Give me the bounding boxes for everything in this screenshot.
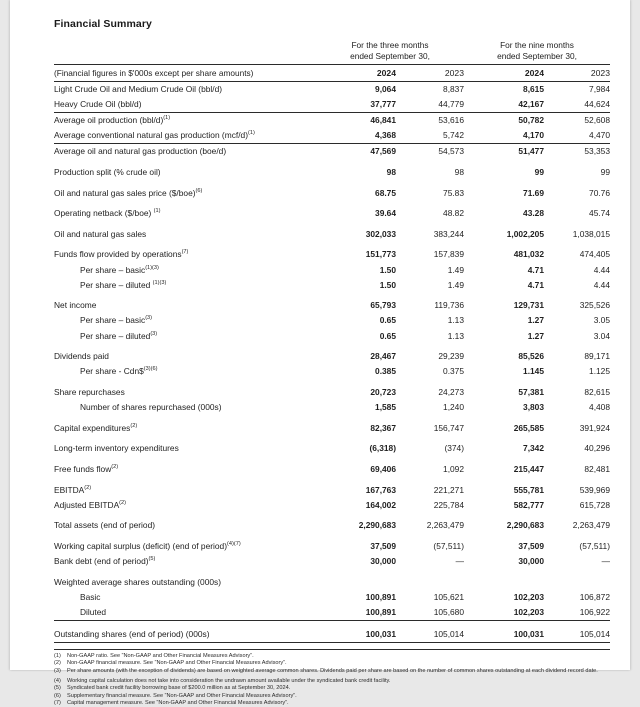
footnote-number: (2) — [54, 660, 61, 667]
row-value-col4 — [544, 569, 610, 590]
row-label: Working capital surplus (deficit) (end of period)$^{(4)(7)}$ — [54, 540, 241, 551]
table-row — [54, 180, 610, 201]
row-value-col2: — — [455, 556, 464, 567]
row-label: Outstanding shares (end of period) (000s) — [54, 621, 316, 643]
row-value-col1: 68.75 — [375, 187, 396, 198]
row-value-col3: 43.28 — [523, 208, 544, 219]
row-value-col1: 46,841 — [316, 112, 396, 128]
row-label: Number of shares repurchased (000s) — [80, 402, 222, 413]
period-header-nine-months — [464, 40, 610, 65]
row-value-col2: 157,839 — [433, 249, 464, 260]
footnotes-list — [54, 653, 610, 707]
row-label: Heavy Crude Oil (bbl/d) — [54, 98, 142, 109]
period-header-row — [54, 40, 610, 65]
footnote-text: Capital management measure. See “Non-GAAP and Other Financial Measures Advisory”. — [67, 700, 289, 707]
row-label: Average oil production $(bbl/d)^{(1)}$ — [54, 112, 316, 128]
row-value-col3: 1.27 — [527, 315, 544, 326]
table-row — [54, 221, 610, 242]
row-value-col2: 1.49 — [447, 279, 464, 290]
row-value-col3: 99 — [534, 166, 544, 177]
row-value-col1: 9,064 — [375, 83, 396, 94]
row-label-superscript: (3) — [150, 330, 158, 337]
row-label: Light Crude Oil and Medium Crude Oil (bbl/d) — [54, 83, 223, 94]
row-label: Weighted average shares outstanding (000s) — [54, 576, 221, 587]
row-value-col1: 47,569 — [316, 144, 396, 160]
row-value-col3: 582,777 — [513, 499, 544, 510]
row-value-col1: 302,033 — [365, 228, 396, 239]
row-value-col3: 102,203 — [513, 607, 544, 618]
row-value-col2: 98 — [454, 166, 464, 177]
row-value-col2: 1.13 — [447, 315, 464, 326]
row-value-col4: 1,038,015 — [572, 228, 610, 239]
row-value-col4: 325,526 — [579, 300, 610, 311]
table-row — [54, 400, 610, 415]
row-value-col1: 65,793 — [370, 300, 396, 311]
row-value-col3: 265,585 — [513, 422, 544, 433]
row-value-col1: 0.385 — [375, 366, 396, 377]
table-row — [54, 590, 610, 605]
row-label-superscript: (4)(7) — [227, 541, 241, 548]
footnote-item — [54, 678, 610, 685]
row-value-col2: 156,747 — [433, 422, 464, 433]
page-content — [10, 0, 630, 707]
row-label: Per share – diluted$^{(3)}$ — [80, 330, 158, 341]
table-row — [54, 380, 610, 401]
row-label-superscript: (1) — [247, 130, 255, 137]
nine-months-line1: For the nine months — [500, 40, 574, 50]
row-label: Total assets (end of period) — [54, 520, 156, 531]
row-value-col4: 4,470 — [544, 128, 610, 144]
row-value-col3: 215,447 — [513, 464, 544, 474]
row-value-col4: 40,296 — [584, 443, 610, 454]
footnote-number: (4) — [54, 677, 61, 684]
row-label: Per share - Cdn\$$^{(3)(6)}$ — [80, 366, 158, 377]
row-label-superscript: (6) — [195, 187, 203, 194]
row-value-col1: 100,031 — [316, 621, 396, 643]
three-months-line2: ended September 30, — [350, 50, 430, 61]
footnote-number: (6) — [54, 692, 61, 699]
row-value-col2: 1.49 — [447, 264, 464, 275]
row-value-col4: 82,481 — [584, 464, 610, 474]
footnote-text: Per share amounts (with the exception of dividends) are based on weighted average common shares. Dividends paid per share are based on the number of common shares outstanding at each dividend record date. — [67, 667, 598, 674]
row-value-col1: 100,891 — [365, 607, 396, 618]
footnote-item — [54, 668, 610, 675]
units-label: (Financial figures in $'000s except per share amounts) — [54, 65, 316, 82]
row-value-col2 — [396, 569, 464, 590]
table-row — [54, 329, 610, 344]
footnote-item — [54, 693, 610, 700]
row-value-col3: 481,032 — [513, 249, 544, 260]
row-value-col2: 8,837 — [443, 83, 464, 94]
table-row — [54, 112, 610, 128]
row-value-col2: (374) — [444, 443, 464, 454]
table-row — [54, 242, 610, 263]
row-value-col1: (6,318) — [369, 443, 396, 454]
row-label-superscript: (1) — [163, 115, 171, 122]
row-value-col4: 99 — [600, 166, 610, 177]
row-label: Capital expenditures$^{(2)}$ — [54, 422, 138, 433]
row-label: Dividends paid — [54, 351, 109, 362]
table-row — [54, 262, 610, 277]
row-value-col1: 37,777 — [370, 98, 396, 109]
row-value-col3: 30,000 — [518, 556, 544, 567]
row-value-col1: 0.65 — [379, 330, 396, 341]
row-label: EBITDA$^{(2)}$ — [54, 484, 92, 495]
table-row — [54, 477, 610, 498]
table-row — [54, 97, 610, 113]
row-value-col3: 4,170 — [464, 128, 544, 144]
row-value-col4: 3.04 — [593, 330, 610, 341]
row-label-superscript: (2) — [111, 464, 119, 471]
row-label: Per share – basic$^{(3)}$ — [80, 315, 153, 326]
row-value-col2: 5,742 — [396, 128, 464, 144]
row-value-col3: 42,167 — [518, 98, 544, 109]
footnote-item — [54, 700, 610, 707]
row-value-col3: 7,342 — [523, 443, 544, 454]
row-value-col4: 106,922 — [579, 607, 610, 618]
row-value-col4: 53,353 — [544, 144, 610, 160]
footnote-item — [54, 653, 610, 660]
row-label-superscript: (1) — [153, 208, 161, 215]
table-row — [54, 364, 610, 379]
row-value-col3: 100,031 — [464, 621, 544, 643]
row-label: Average oil and natural gas production (boe/d) — [54, 144, 316, 160]
row-value-col1: 164,002 — [365, 499, 396, 510]
row-value-col1 — [316, 569, 396, 590]
row-value-col4: 474,405 — [579, 249, 610, 260]
row-value-col1: 1.50 — [379, 264, 396, 275]
row-value-col3: 51,477 — [464, 144, 544, 160]
row-value-col3: 8,615 — [523, 83, 544, 94]
year-header-col1: 2024 — [316, 65, 396, 82]
row-value-col1: 151,773 — [365, 249, 396, 260]
row-value-col2: 105,621 — [433, 591, 464, 602]
row-value-col2: 75.83 — [443, 187, 464, 198]
row-value-col1: 69,406 — [370, 464, 396, 474]
row-value-col1: 0.65 — [379, 315, 396, 326]
row-value-col4: 1.125 — [589, 366, 610, 377]
page-title: Financial Summary — [54, 18, 152, 30]
period-header-three-months — [316, 40, 464, 65]
row-value-col4: 70.76 — [589, 187, 610, 198]
row-label: Operating netback ($/boe) $^{(1)}$ — [54, 208, 161, 219]
footnote-number: (7) — [54, 700, 61, 707]
table-row — [54, 533, 610, 554]
row-value-col2: 53,616 — [396, 112, 464, 128]
footnote-item — [54, 660, 610, 667]
row-value-col4: (57,511) — [579, 540, 610, 551]
row-value-col3: 4.71 — [527, 264, 544, 275]
table-row — [54, 81, 610, 97]
row-value-col2: 105,680 — [433, 607, 464, 618]
row-value-col4: 89,171 — [584, 351, 610, 362]
row-value-col1: 167,763 — [365, 484, 396, 495]
row-label: Bank debt (end of period)$^{(5)}$ — [54, 556, 156, 567]
table-row — [54, 554, 610, 569]
row-value-col3: 1,002,205 — [506, 228, 544, 239]
financial-summary-table — [54, 40, 610, 643]
row-value-col4: 105,014 — [544, 621, 610, 643]
row-value-col2: 54,573 — [396, 144, 464, 160]
row-label-superscript: (5) — [148, 556, 156, 563]
row-label: Average conventional natural gas production $(mcf/d)^{(1)}$ — [54, 128, 316, 144]
row-value-col2: (57,511) — [433, 540, 464, 551]
row-value-col3: 129,731 — [513, 300, 544, 311]
row-value-col1: 1,585 — [375, 402, 396, 413]
row-label: Per share – basic$^{(1)(3)}$ — [80, 264, 159, 275]
row-label-superscript: (7) — [181, 249, 189, 256]
row-value-col4: — — [601, 556, 610, 567]
row-label-superscript: (1)(3) — [152, 279, 167, 286]
row-value-col1: 4,368 — [316, 128, 396, 144]
table-row — [54, 344, 610, 365]
row-value-col2: 44,779 — [438, 98, 464, 109]
row-label: Diluted — [80, 607, 107, 618]
year-header-col4: 2023 — [544, 65, 610, 82]
row-value-col4: 82,615 — [584, 387, 610, 398]
period-header-spacer — [54, 40, 316, 65]
table-row — [54, 201, 610, 222]
three-months-line1: For the three months — [351, 40, 429, 50]
row-value-col1: 82,367 — [370, 422, 396, 433]
row-value-col4: 4.44 — [593, 279, 610, 290]
row-value-col4: 615,728 — [579, 499, 610, 510]
row-value-col4: 7,984 — [589, 83, 610, 94]
row-value-col2: 1,092 — [443, 464, 464, 474]
row-label-superscript: (2) — [84, 484, 92, 491]
row-label: Oil and natural gas sales price ($/boe)$^{(6)}$ — [54, 187, 203, 198]
footnote-text: Working capital calculation does not take into consideration the undrawn amount available under the syndicated bank credit facility. — [67, 677, 391, 684]
row-value-col3: 37,509 — [518, 540, 544, 551]
row-value-col4: 391,924 — [579, 422, 610, 433]
row-value-col4: 44,624 — [584, 98, 610, 109]
row-label: Oil and natural gas sales — [54, 228, 147, 239]
row-value-col3: 1.27 — [527, 330, 544, 341]
table-row — [54, 293, 610, 314]
row-label: Free funds flow$^{(2)}$ — [54, 464, 119, 474]
table-row — [54, 498, 610, 513]
table-row — [54, 128, 610, 144]
footnote-number: (5) — [54, 685, 61, 692]
table-row — [54, 415, 610, 436]
row-value-col1: 37,509 — [370, 540, 396, 551]
row-label-superscript: (3)(6) — [143, 366, 158, 373]
table-row — [54, 313, 610, 328]
table-row — [54, 144, 610, 160]
row-label-superscript: (2) — [130, 423, 138, 430]
row-value-col3: 2,290,683 — [506, 520, 544, 531]
row-value-col1: 30,000 — [370, 556, 396, 567]
row-value-col4: 4.44 — [593, 264, 610, 275]
footnote-text: Non-GAAP financial measure. See “Non-GAAP and Other Financial Measures Advisory”. — [67, 660, 287, 667]
table-row — [54, 513, 610, 534]
row-value-col3: 50,782 — [464, 112, 544, 128]
row-label: Long-term inventory expenditures — [54, 443, 179, 454]
table-row — [54, 436, 610, 457]
row-value-col4: 4,408 — [589, 402, 610, 413]
table-row — [54, 569, 610, 590]
footnotes-section — [54, 645, 610, 707]
row-value-col4: 539,969 — [579, 484, 610, 495]
row-label-superscript: (1)(3) — [145, 264, 159, 271]
row-value-col1: 39.64 — [375, 208, 396, 219]
year-header-col2: 2023 — [396, 65, 464, 82]
row-value-col4: 45.74 — [589, 208, 610, 219]
row-value-col3: 85,526 — [518, 351, 544, 362]
row-value-col1: 98 — [386, 166, 396, 177]
row-value-col3: 102,203 — [513, 591, 544, 602]
row-value-col2: 24,273 — [438, 387, 464, 398]
table-body — [54, 40, 610, 642]
table-row — [54, 457, 610, 478]
row-value-col2: 1.13 — [447, 330, 464, 341]
row-value-col2: 105,014 — [396, 621, 464, 643]
row-label-superscript: (3) — [145, 315, 153, 322]
row-value-col2: 29,239 — [438, 351, 464, 362]
row-value-col1: 28,467 — [370, 351, 396, 362]
row-value-col4: 3.05 — [593, 315, 610, 326]
footnote-item — [54, 685, 610, 692]
row-value-col3: 555,781 — [513, 484, 544, 495]
table-row — [54, 278, 610, 293]
row-value-col2: 119,736 — [434, 300, 464, 311]
row-value-col2: 48.82 — [443, 208, 464, 219]
footnote-text: Non-GAAP ratio. See “Non-GAAP and Other Financial Measures Advisory”. — [67, 652, 254, 659]
footnote-text: Supplementary financial measure. See “Non-GAAP and Other Financial Measures Advisory”. — [67, 692, 297, 699]
row-value-col4: 106,872 — [579, 591, 610, 602]
row-label: Basic — [80, 591, 101, 602]
document-page — [10, 0, 630, 707]
footnote-number: (1) — [54, 652, 61, 659]
row-value-col2: 2,263,479 — [426, 520, 464, 531]
year-header-col3: 2024 — [464, 65, 544, 82]
row-value-col4: 2,263,479 — [572, 520, 610, 531]
row-value-col1: 100,891 — [365, 591, 396, 602]
row-value-col1: 2,290,683 — [358, 520, 396, 531]
row-value-col3: 3,803 — [523, 402, 544, 413]
row-label: Per share – diluted $^{(1)(3)}$ — [80, 279, 167, 290]
row-label: Funds flow provided by operations$^{(7)}$ — [54, 249, 189, 260]
row-value-col4: 52,608 — [544, 112, 610, 128]
row-value-col3: 71.69 — [523, 187, 544, 198]
row-value-col1: 20,723 — [370, 387, 396, 398]
row-value-col2: 1,240 — [443, 402, 464, 413]
table-row — [54, 159, 610, 180]
row-value-col3: 1.145 — [523, 366, 544, 377]
row-label: Adjusted EBITDA$^{(2)}$ — [54, 499, 127, 510]
row-value-col3: 57,381 — [518, 387, 544, 398]
footnote-number: (3) — [54, 667, 61, 674]
row-value-col1: 1.50 — [379, 279, 396, 290]
row-value-col2: 383,244 — [433, 228, 464, 239]
year-header-row — [54, 65, 610, 82]
row-value-col2: 0.375 — [443, 366, 464, 377]
footnote-text: Syndicated bank credit facility borrowing base of $200.0 million as at September 30, 2024. — [67, 685, 291, 692]
row-value-col3: 4.71 — [527, 279, 544, 290]
footnotes-divider — [54, 649, 610, 650]
row-label: Share repurchases — [54, 387, 125, 398]
row-label: Production split (% crude oil) — [54, 166, 161, 177]
table-row — [54, 621, 610, 643]
row-value-col2: 221,271 — [433, 484, 464, 495]
row-label: Net income — [54, 300, 97, 311]
row-value-col2: 225,784 — [433, 499, 464, 510]
row-label-superscript: (2) — [119, 499, 127, 506]
table-row — [54, 605, 610, 621]
nine-months-line2: ended September 30, — [497, 50, 577, 61]
row-value-col3 — [464, 569, 544, 590]
